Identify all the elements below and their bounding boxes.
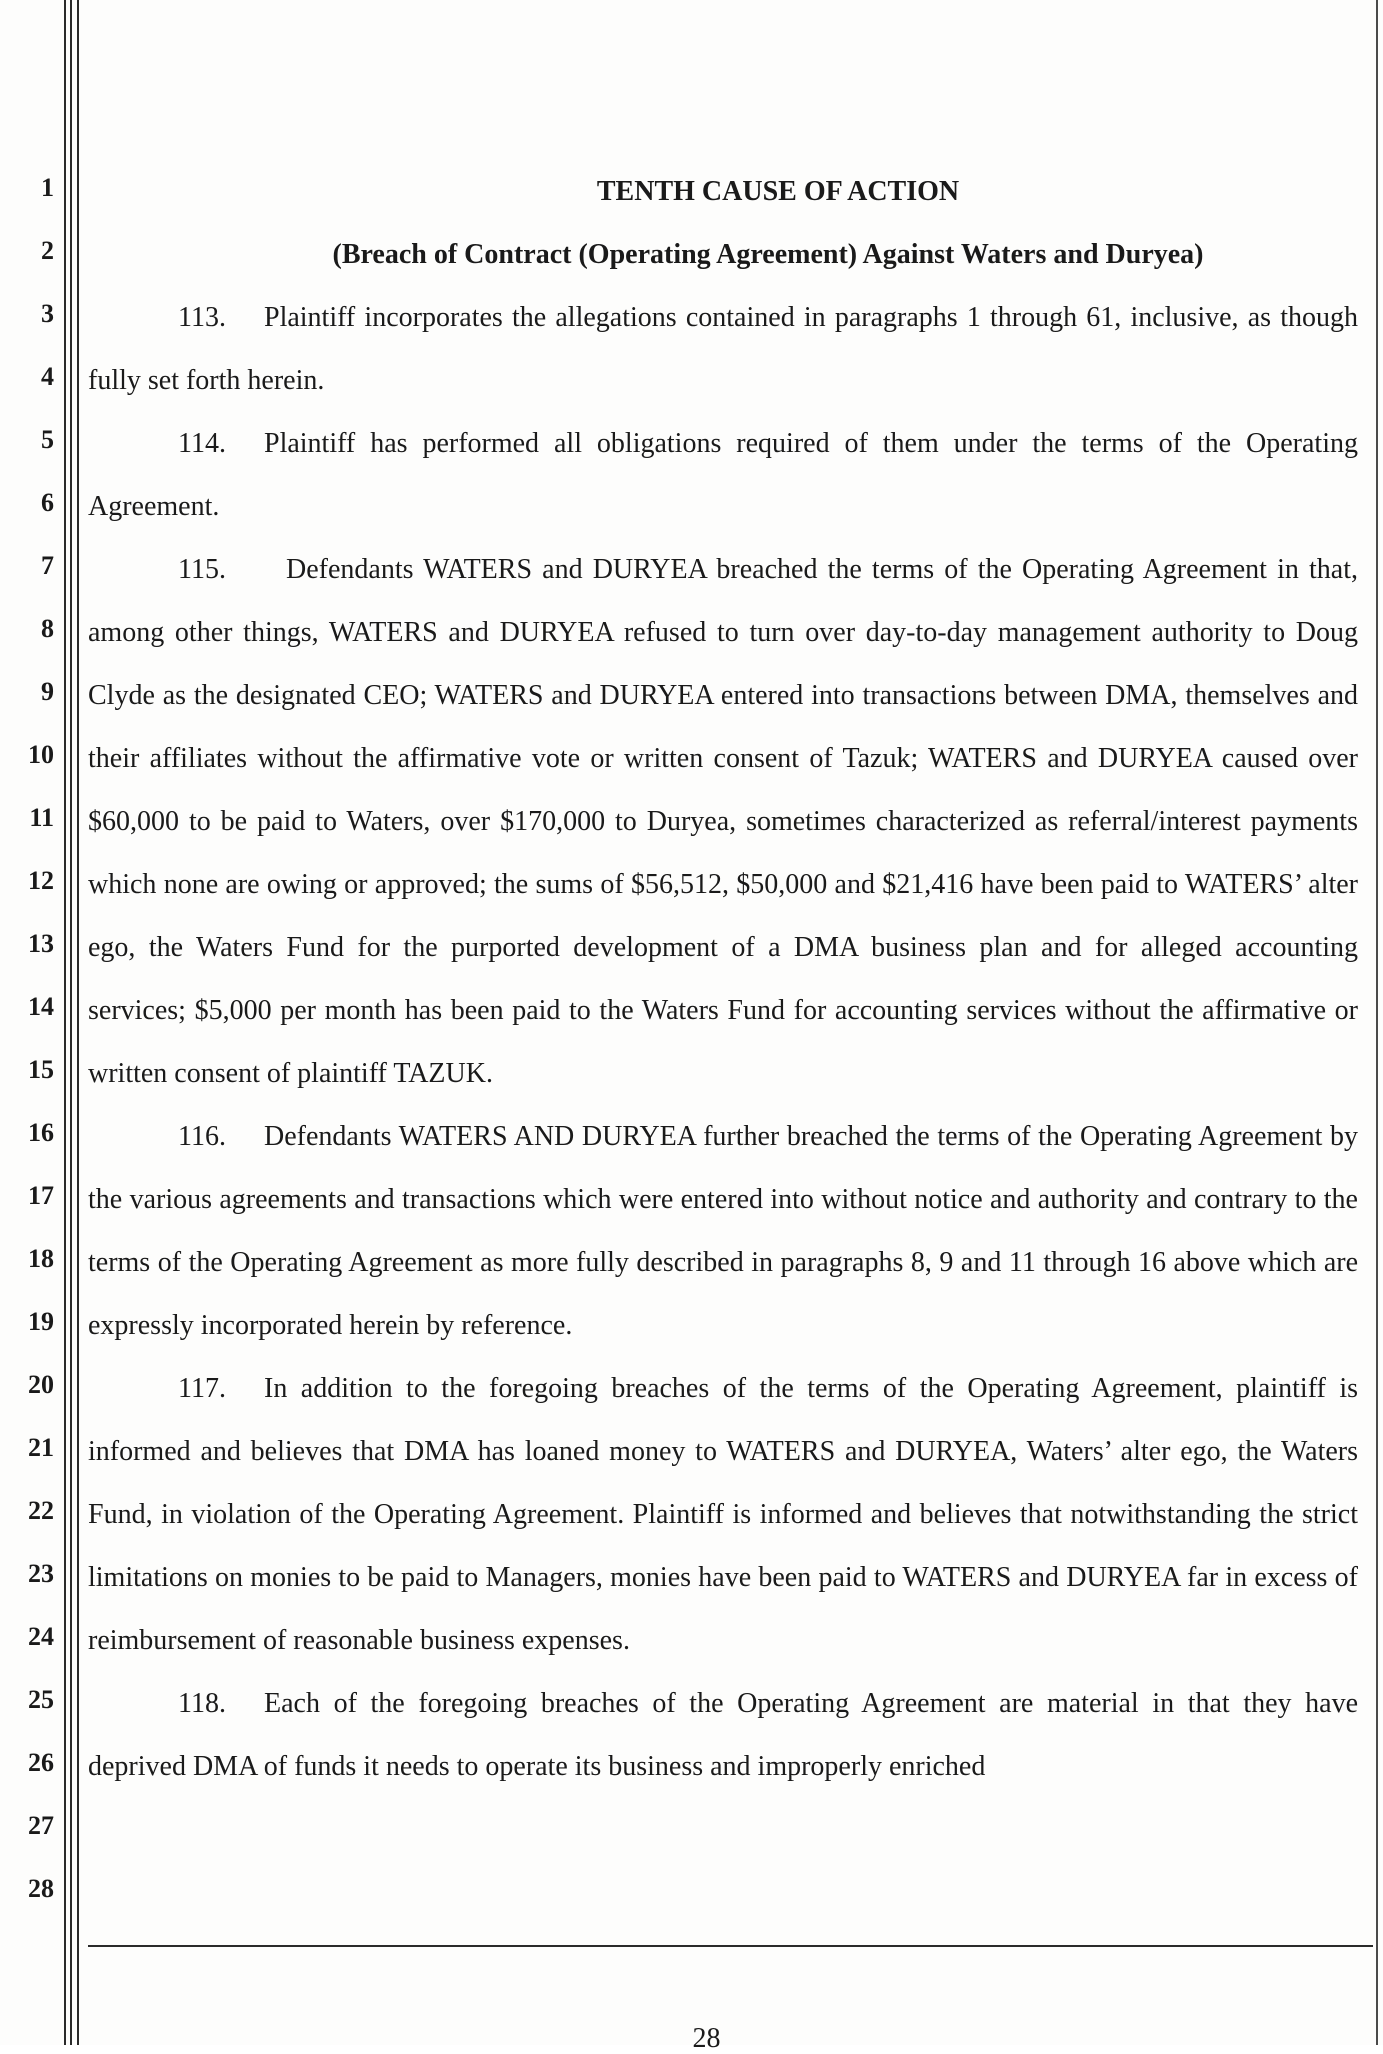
line-number: 7 — [41, 551, 54, 580]
left-margin-rule — [64, 0, 66, 2045]
pleading-body — [88, 160, 1358, 1798]
line-number: 2 — [41, 236, 54, 265]
paragraph-number: 115. — [178, 554, 226, 585]
line-number: 1 — [41, 173, 54, 202]
line-number: 19 — [28, 1307, 54, 1336]
right-margin-rule — [1376, 0, 1378, 2045]
line-number: 13 — [28, 929, 54, 958]
paragraph-113 — [88, 286, 1358, 412]
paragraph-number: 117. — [178, 1373, 226, 1404]
line-number: 21 — [28, 1433, 54, 1462]
line-number: 14 — [28, 992, 54, 1021]
paragraph-number: 113. — [178, 302, 226, 333]
line-number: 18 — [28, 1244, 54, 1273]
line-number: 23 — [28, 1559, 54, 1588]
cause-of-action-subtitle: (Breach of Contract (Operating Agreement) Against Waters and Duryea) — [332, 239, 1204, 270]
line-number: 8 — [41, 614, 54, 643]
paragraph-number: 116. — [178, 1121, 226, 1152]
line-number: 26 — [28, 1748, 54, 1777]
paragraph-text: Plaintiff has performed all obligations required of them under the terms of the Operating Agreement. — [88, 428, 1358, 522]
paragraph-117 — [88, 1357, 1358, 1672]
line-number: 25 — [28, 1685, 54, 1714]
line-number: 24 — [28, 1622, 54, 1651]
line-number: 20 — [28, 1370, 54, 1399]
line-number: 17 — [28, 1181, 54, 1210]
paragraph-text: Each of the foregoing breaches of the Operating Agreement are material in that they have deprived DMA of funds it needs to operate its business and improperly enriched — [88, 1688, 1358, 1782]
left-margin-rule — [70, 0, 72, 2045]
paragraph-number: 118. — [178, 1688, 226, 1719]
page-number: 28 — [692, 2023, 721, 2054]
paragraph-number: 114. — [178, 428, 226, 459]
line-number: 22 — [28, 1496, 54, 1525]
cause-of-action-title: TENTH CAUSE OF ACTION — [596, 176, 960, 207]
footer-rule — [88, 1945, 1373, 1947]
paragraph-118 — [88, 1672, 1358, 1798]
line-number: 11 — [29, 803, 54, 832]
left-margin-rule — [77, 0, 79, 2045]
paragraph-text: Plaintiff incorporates the allegations contained in paragraphs 1 through 61, inclusive, as though fully set forth herein. — [88, 302, 1358, 396]
line-number: 3 — [41, 299, 54, 328]
line-number: 10 — [28, 740, 54, 769]
line-number: 12 — [28, 866, 54, 895]
line-number: 5 — [41, 425, 54, 454]
line-number: 15 — [28, 1055, 54, 1084]
paragraph-116 — [88, 1105, 1358, 1357]
paragraph-115 — [88, 538, 1358, 1105]
line-number: 9 — [41, 677, 54, 706]
line-number: 16 — [28, 1118, 54, 1147]
paragraph-text: In addition to the foregoing breaches of the terms of the Operating Agreement, plaintiff is informed and believes that DMA has loaned money to WATERS and DURYEA, Waters’ alter ego, the Waters Fund, in violation of the Operating Agreement. Plaintiff is informed and believes that notwithstanding the strict limitations on monies to be paid to Managers, monies have been paid to WATERS and DURYEA far in excess of reimbursement of reasonable business expenses. — [88, 1373, 1358, 1656]
paragraph-text: Defendants WATERS AND DURYEA further breached the terms of the Operating Agreement by the various agreements and transactions which were entered into without notice and authority and contrary to the terms of the Operating Agreement as more fully described in paragraphs 8, 9 and 11 through 16 above which are expressly incorporated herein by reference. — [88, 1121, 1358, 1341]
line-number: 4 — [41, 362, 54, 391]
line-number: 27 — [28, 1811, 54, 1840]
paragraph-114 — [88, 412, 1358, 538]
paragraph-text: Defendants WATERS and DURYEA breached the terms of the Operating Agreement in that, among other things, WATERS and DURYEA refused to turn over day-to-day management authority to Doug Clyde as the designated CEO; WATERS and DURYEA entered into transactions between DMA, themselves and their affiliates without the affirmative vote or written consent of Tazuk; WATERS and DURYEA caused over $60,000 to be paid to Waters, over $170,000 to Duryea, sometimes characterized as referral/interest payments which none are owing or approved; the sums of $56,512, $50,000 and $21,416 have been paid to WATERS’ alter ego, the Waters Fund for the purported development of a DMA business plan and for alleged accounting services; $5,000 per month has been paid to the Waters Fund for accounting services without the affirmative or written consent of plaintiff TAZUK. — [88, 554, 1358, 1089]
line-number: 6 — [41, 488, 54, 517]
line-number: 28 — [28, 1874, 54, 1903]
